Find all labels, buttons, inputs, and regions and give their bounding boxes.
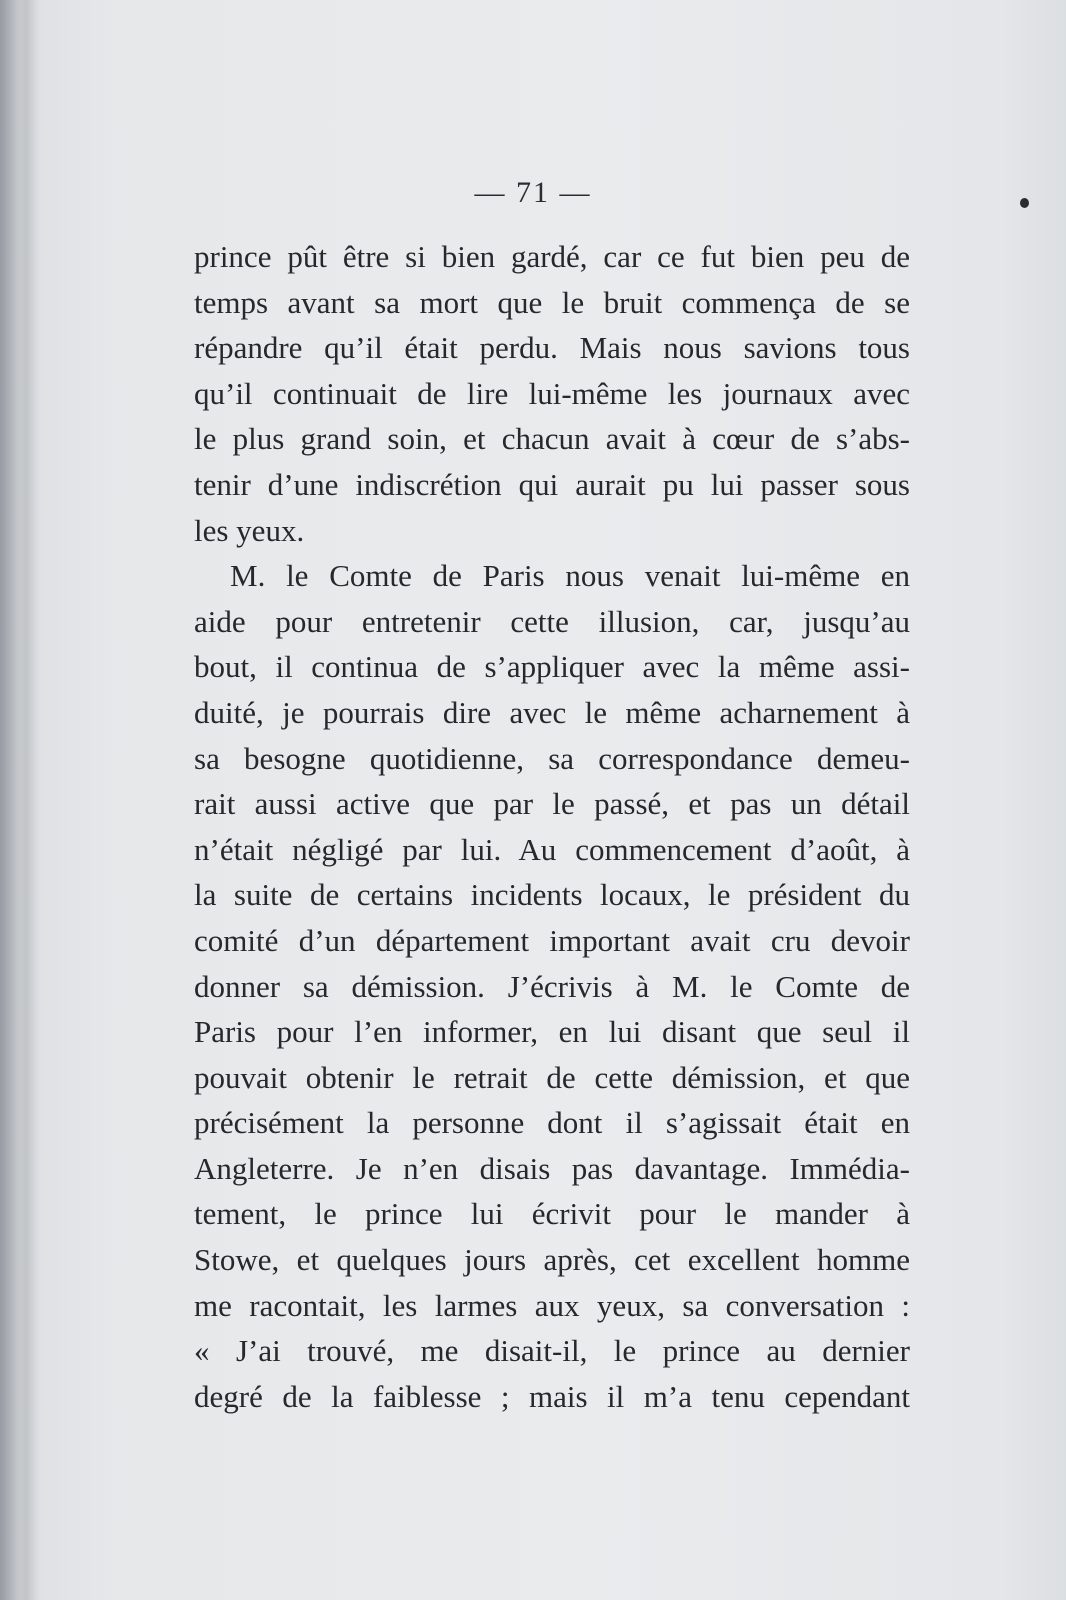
text-line: le plus grand soin, et chacun avait à cœur de s’abs- (194, 421, 910, 457)
body-text (194, 234, 910, 1419)
ink-speck (1020, 198, 1029, 208)
text-line: précisément la personne dont il s’agissait était en (194, 1105, 910, 1141)
text-line: les yeux. (194, 512, 305, 548)
text-line: temps avant sa mort que le bruit commença de se (194, 284, 910, 320)
text-line: degré de la faiblesse ; mais il m’a tenu cependant (194, 1378, 910, 1414)
text-line: rait aussi active que par le passé, et pas un détail (194, 786, 910, 822)
page-number: — 71 — (474, 176, 592, 209)
text-line: M. le Comte de Paris nous venait lui-même en (230, 558, 910, 594)
binding-gutter (0, 0, 36, 1600)
text-line: Paris pour l’en informer, en lui disant que seul il (194, 1014, 910, 1050)
text-line: donner sa démission. J’écrivis à M. le Comte de (194, 968, 910, 1004)
text-line: n’était négligé par lui. Au commencement d’août, à (194, 831, 910, 867)
text-line: « J’ai trouvé, me disait-il, le prince au dernier (194, 1333, 910, 1369)
paragraph-1 (194, 234, 910, 553)
text-line: duité, je pourrais dire avec le même acharnement à (194, 694, 910, 730)
text-line: Angleterre. Je n’en disais pas davantage. Immédia- (194, 1150, 910, 1186)
text-line: comité d’un département important avait cru devoir (194, 922, 910, 958)
text-line: tement, le prince lui écrivit pour le mander à (194, 1196, 910, 1232)
text-line: me racontait, les larmes aux yeux, sa conversation : (194, 1287, 910, 1323)
text-line: aide pour entretenir cette illusion, car, jusqu’au (194, 603, 910, 639)
text-line: la suite de certains incidents locaux, le président du (194, 877, 910, 913)
paragraph-2 (194, 553, 910, 1419)
text-line: pouvait obtenir le retrait de cette démission, et que (194, 1059, 910, 1095)
text-line: bout, il continua de s’appliquer avec la même assi- (194, 649, 910, 685)
text-line: Stowe, et quelques jours après, cet excellent homme (194, 1242, 910, 1278)
text-line: répandre qu’il était perdu. Mais nous savions tous (194, 330, 910, 366)
text-line: qu’il continuait de lire lui-même les journaux avec (194, 375, 910, 411)
text-line: prince pût être si bien gardé, car ce fut bien peu de (194, 239, 910, 274)
text-line: sa besogne quotidienne, sa correspondance demeu- (194, 740, 910, 776)
text-line: tenir d’une indiscrétion qui aurait pu lui passer sous (194, 466, 910, 502)
